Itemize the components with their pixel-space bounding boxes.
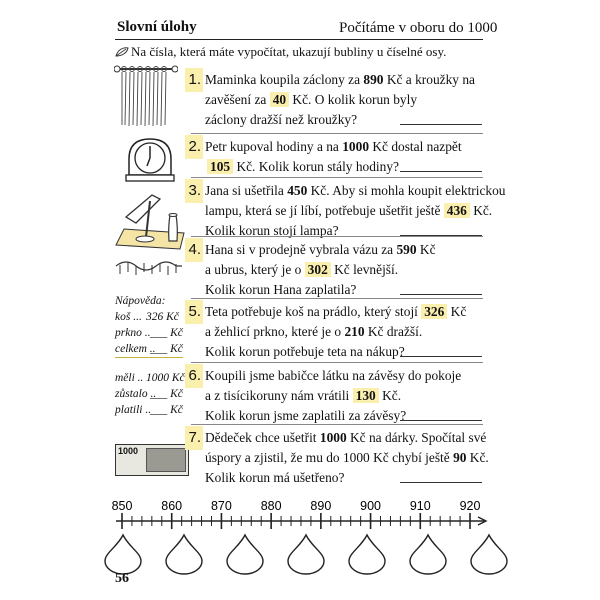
page-number: 56 bbox=[115, 571, 129, 586]
task-divider bbox=[191, 424, 483, 425]
answer-bubble[interactable] bbox=[105, 535, 141, 574]
tick-label: 890 bbox=[310, 499, 332, 513]
hint-title: Nápověda: bbox=[115, 295, 166, 307]
task-question: Kolik korun stojí lampa? bbox=[205, 223, 339, 238]
task-number: 5. bbox=[185, 300, 203, 324]
hint-label: koš ... bbox=[115, 311, 142, 323]
answer-line[interactable] bbox=[400, 124, 482, 125]
task-text: a z tisícikoruny nám vrátili 130 Kč. bbox=[205, 388, 402, 403]
instruction-text: Na čísla, která máte vypočítat, ukazují bubliny u číselné osy. bbox=[131, 44, 447, 59]
task-number: 2. bbox=[185, 135, 203, 159]
answer-line[interactable] bbox=[400, 294, 482, 295]
hint-label: celkem .. bbox=[115, 343, 156, 355]
curtain-illustration bbox=[114, 63, 178, 129]
answer-bubble[interactable] bbox=[471, 535, 507, 574]
tick-label: 910 bbox=[409, 499, 431, 513]
task-text: úspory a zjistil, že mu do 1000 Kč chybí ještě 90 Kč. bbox=[205, 450, 489, 465]
hint-divider bbox=[115, 357, 183, 358]
answer-bubble[interactable] bbox=[227, 535, 263, 574]
banknote-portrait bbox=[146, 448, 186, 472]
task-divider bbox=[191, 362, 483, 363]
task-text: Hana si v prodejně vybrala vázu za 590 Kč bbox=[205, 242, 436, 257]
answer-line[interactable] bbox=[400, 356, 482, 357]
task-question: Kolik korun potřebuje teta na nákup? bbox=[205, 344, 405, 359]
task-question: Kolik korun má ušetřeno? bbox=[205, 470, 345, 485]
hint-label: měli .. bbox=[115, 372, 144, 384]
lamp-illustration bbox=[114, 187, 186, 253]
task-text: Koupili jsme babičce látku na závěsy do pokoje bbox=[205, 368, 462, 383]
section-title: Slovní úlohy bbox=[117, 19, 197, 35]
tick-label: 880 bbox=[260, 499, 282, 513]
task-text: lampu, která se jí líbí, potřebuje ušetřit ještě 436 Kč. bbox=[205, 203, 493, 218]
answer-line[interactable] bbox=[400, 171, 482, 172]
tick-label: 870 bbox=[210, 499, 232, 513]
hint-label: prkno .. bbox=[115, 327, 151, 339]
header-divider bbox=[115, 39, 483, 40]
task-text: zavěšení za 40 Kč. O kolik korun byly bbox=[205, 92, 418, 107]
task-question: Kolik korun jsme zaplatili za závěsy? bbox=[205, 408, 407, 423]
task-number: 6. bbox=[185, 364, 203, 388]
task-text: Dědeček chce ušetřit 1000 Kč na dárky. Spočítal své bbox=[205, 430, 487, 445]
task-number: 4. bbox=[185, 238, 203, 262]
hint-value: 1000 Kč bbox=[146, 372, 185, 384]
leaf-icon bbox=[115, 47, 129, 57]
task-text: Teta potřebuje koš na prádlo, který stojí 326 Kč bbox=[205, 304, 467, 319]
task-text: Petr kupoval hodiny a na 1000 Kč dostal nazpět bbox=[205, 139, 462, 154]
task-text: Jana si ušetřila 450 Kč. Aby si mohla koupit elektrickou bbox=[205, 183, 506, 198]
task-question: záclony dražší než kroužky? bbox=[205, 112, 358, 127]
task-divider bbox=[191, 133, 483, 134]
hint-label: platili .. bbox=[115, 404, 152, 416]
answer-bubble[interactable] bbox=[166, 535, 202, 574]
answer-bubble[interactable] bbox=[410, 535, 446, 574]
tick-label: 860 bbox=[161, 499, 183, 513]
tablecloth-illustration bbox=[114, 252, 184, 278]
task-number: 3. bbox=[185, 179, 203, 203]
tick-label: 900 bbox=[360, 499, 382, 513]
task-question: 105 Kč. Kolik korun stály hodiny? bbox=[207, 157, 399, 177]
task-text: a ubrus, který je o 302 Kč levnější. bbox=[205, 262, 399, 277]
task-text: a žehlicí prkno, které je o 210 Kč dražší. bbox=[205, 324, 423, 339]
hint-value: ___ Kč bbox=[150, 327, 183, 339]
number-line bbox=[0, 495, 600, 575]
tick-label: 850 bbox=[111, 499, 133, 513]
clock-illustration bbox=[125, 135, 175, 183]
hint-label: zůstalo .. bbox=[115, 388, 157, 400]
answer-line[interactable] bbox=[400, 420, 482, 421]
task-text: Maminka koupila záclony za 890 Kč a kroužky na bbox=[205, 72, 475, 87]
section-subtitle: Počítáme v oboru do 1000 bbox=[339, 20, 498, 36]
task-divider bbox=[191, 298, 483, 299]
tick-label: 920 bbox=[459, 499, 481, 513]
answer-line[interactable] bbox=[400, 482, 482, 483]
banknote-illustration bbox=[115, 444, 189, 476]
hint-value: ___ Kč bbox=[150, 388, 183, 400]
task-number: 1. bbox=[185, 68, 203, 92]
hint-value: ___ Kč bbox=[150, 343, 183, 355]
answer-bubble[interactable] bbox=[349, 535, 385, 574]
task-question: Kolik korun Hana zaplatila? bbox=[205, 282, 357, 297]
hint-value: 326 Kč bbox=[146, 311, 179, 323]
banknote-label: 1000 bbox=[118, 446, 139, 456]
hint-value: ___ Kč bbox=[150, 404, 183, 416]
answer-bubble[interactable] bbox=[288, 535, 324, 574]
task-divider bbox=[191, 177, 483, 178]
task-divider bbox=[191, 236, 483, 237]
task-number: 7. bbox=[185, 426, 203, 450]
